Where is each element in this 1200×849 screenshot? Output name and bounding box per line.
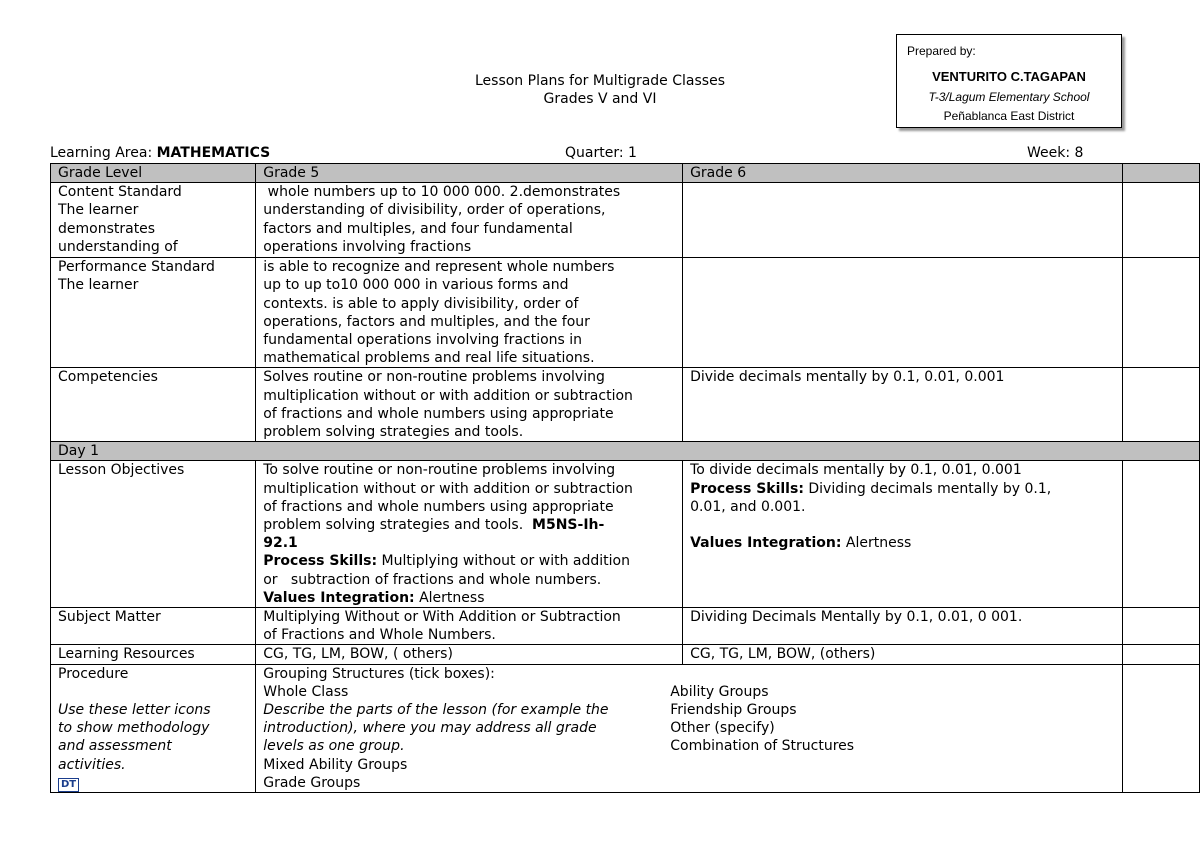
learning-resources-row: [51, 645, 1200, 664]
performance-standard-line: mathematical problems and real life situations.: [263, 350, 595, 367]
content-standard-line: operations involving fractions: [263, 238, 472, 255]
learning-resources-grade6: CG, TG, LM, BOW, (others): [683, 645, 1123, 664]
procedure-extra: [1122, 664, 1199, 792]
procedure-note-text: Use these letter icons: [58, 702, 211, 719]
performance-standard-line: up to up to10 000 000 in various forms and: [263, 277, 569, 294]
whole-class-description: [263, 737, 608, 755]
competency-code: M5NS-Ih-: [532, 517, 605, 534]
values-integration-text: Alertness: [414, 589, 485, 606]
process-skills-text: Dividing decimals mentally by 0.1,: [803, 480, 1052, 497]
values-integration-label: Values Integration:: [690, 535, 842, 552]
content-standard-extra: [1122, 183, 1199, 258]
learning-resources-grade5: CG, TG, LM, BOW, ( others): [256, 645, 683, 664]
content-standard-row: [51, 183, 1200, 258]
objective-line: of fractions and whole numbers using appropriate: [263, 498, 614, 515]
description-text: Describe the parts of the lesson (for example the: [263, 702, 609, 719]
content-standard-label-line: understanding of: [58, 238, 178, 255]
lesson-objectives-extra: [1122, 461, 1199, 608]
content-standard-label-line: The learner: [58, 202, 139, 219]
learning-resources-label: Learning Resources: [51, 645, 256, 664]
option-grade-groups[interactable]: Grade Groups: [263, 774, 361, 791]
subject-matter-grade5: [256, 608, 683, 645]
procedure-note-text: activities.: [58, 756, 126, 773]
process-skills-text: Multiplying without or with addition: [377, 553, 630, 570]
performance-standard-label-line: The learner: [58, 277, 139, 294]
values-integration-line: [690, 534, 1122, 552]
subject-matter-row: [51, 608, 1200, 645]
subject-matter-label: Subject Matter: [51, 608, 256, 645]
grouping-title: Grouping Structures (tick boxes):: [263, 665, 495, 682]
grouping-structures: [263, 665, 1122, 791]
competencies-row: [51, 368, 1200, 442]
competencies-line: Solves routine or non-routine problems involving: [263, 369, 605, 386]
learning-area-value: MATHEMATICS: [156, 145, 271, 161]
lesson-plan-table: [50, 163, 1200, 793]
quarter-label: Quarter: 1: [565, 145, 637, 161]
procedure-note-line: [58, 756, 255, 774]
values-integration-text: Alertness: [841, 535, 912, 552]
competencies-line: multiplication without or with addition or subtraction: [263, 387, 633, 404]
performance-standard-grade6: [683, 258, 1123, 368]
process-skills-label: Process Skills:: [263, 553, 378, 570]
content-standard-label-line: demonstrates: [58, 220, 156, 237]
description-text: introduction), where you may address all grade: [263, 720, 597, 737]
option-whole-class[interactable]: Whole Class: [263, 683, 349, 700]
day-row: [51, 442, 1200, 461]
header-grade-level: Grade Level: [51, 164, 256, 183]
objective-line: multiplication without or with addition or subtraction: [263, 480, 633, 497]
process-skills-label: Process Skills:: [690, 480, 804, 497]
objective-line: [263, 516, 682, 534]
lesson-objectives-row: [51, 461, 1200, 608]
process-skills-line: or subtraction of fractions and whole numbers.: [263, 571, 602, 588]
objective-line: To solve routine or non-routine problems involving: [263, 462, 616, 479]
procedure-grouping-cell: [256, 664, 1123, 792]
content-standard-line: whole numbers up to 10 000 000. 2.demonstrates: [263, 184, 621, 201]
process-skills-line: 0.01, and 0.001.: [690, 498, 806, 515]
procedure-note-text: and assessment: [58, 738, 172, 755]
header-grade-6: Grade 6: [683, 164, 1123, 183]
whole-class-description: [263, 719, 608, 737]
grouping-left-column: [263, 665, 608, 792]
performance-standard-line: is able to recognize and represent whole numbers: [263, 259, 615, 276]
objective-line: To divide decimals mentally by 0.1, 0.01, 0.001: [690, 462, 1022, 479]
option-friendship-groups[interactable]: Friendship Groups: [670, 701, 797, 718]
performance-standard-label: [51, 258, 256, 368]
performance-standard-line: contexts. is able to apply divisibility, order of: [263, 295, 579, 312]
week-label: Week: 8: [1027, 145, 1084, 161]
procedure-note-line: [58, 719, 255, 737]
learning-resources-extra: [1122, 645, 1199, 664]
competencies-line: problem solving strategies and tools.: [263, 424, 524, 441]
performance-standard-label-line: Performance Standard: [58, 259, 215, 276]
competencies-extra: [1122, 368, 1199, 442]
objective-line: [263, 534, 682, 552]
competencies-grade6: Divide decimals mentally by 0.1, 0.01, 0.001: [683, 368, 1123, 442]
blank-line: [690, 516, 1122, 534]
subject-matter-grade6: Dividing Decimals Mentally by 0.1, 0.01, 0 001.: [683, 608, 1123, 645]
subject-matter-extra: [1122, 608, 1199, 645]
grouping-right-column: [670, 683, 854, 756]
competency-code-suffix: 92.1: [263, 535, 298, 552]
competencies-grade5: [256, 368, 683, 442]
procedure-note-line: [58, 701, 255, 719]
dt-letter-icon: DT: [58, 778, 79, 792]
process-skills-line: [263, 552, 682, 570]
option-other-specify[interactable]: Other (specify): [670, 720, 775, 737]
values-integration-line: [263, 589, 682, 607]
content-standard-label: [51, 183, 256, 258]
preparer-school: T-3/Lagum Elementary School: [928, 90, 1090, 104]
option-mixed-ability-groups[interactable]: Mixed Ability Groups: [263, 756, 408, 773]
process-skills-line: [690, 480, 1122, 498]
preparer-district: Peñablanca East District: [943, 109, 1075, 123]
subject-matter-line: of Fractions and Whole Numbers.: [263, 627, 496, 644]
option-combination-of-structures[interactable]: Combination of Structures: [670, 738, 855, 755]
content-standard-grade5: [256, 183, 683, 258]
description-text: levels as one group.: [263, 738, 405, 755]
title-line-1: Lesson Plans for Multigrade Classes: [474, 73, 725, 89]
performance-standard-row: [51, 258, 1200, 368]
learning-area: [50, 145, 270, 161]
competencies-line: of fractions and whole numbers using appropriate: [263, 405, 614, 422]
title-line-2: Grades V and VI: [543, 91, 657, 107]
content-standard-line: understanding of divisibility, order of operations,: [263, 202, 606, 219]
procedure-label-cell: [51, 664, 256, 792]
preparer-name: VENTURITO C.TAGAPAN: [932, 69, 1086, 84]
header-extra: [1122, 164, 1199, 183]
performance-standard-extra: [1122, 258, 1199, 368]
lesson-objectives-grade6: [683, 461, 1123, 608]
procedure-label: Procedure: [58, 665, 129, 682]
lesson-objectives-label: Lesson Objectives: [51, 461, 256, 608]
content-standard-line: factors and multiples, and four fundamental: [263, 220, 573, 237]
performance-standard-line: fundamental operations involving fractions in: [263, 332, 583, 349]
whole-class-description: [263, 701, 608, 719]
day-label: Day 1: [51, 442, 1200, 461]
subject-matter-line: Multiplying Without or With Addition or Subtraction: [263, 609, 621, 626]
content-standard-label-line: Content Standard: [58, 184, 182, 201]
content-standard-grade6: [683, 183, 1123, 258]
competencies-label: Competencies: [51, 368, 256, 442]
learning-area-label: Learning Area:: [50, 145, 157, 161]
procedure-note-text: to show methodology: [58, 720, 210, 737]
option-ability-groups[interactable]: Ability Groups: [670, 683, 769, 700]
procedure-note-line: [58, 737, 255, 755]
header-grade-5: Grade 5: [256, 164, 683, 183]
lesson-objectives-grade5: [256, 461, 683, 608]
objective-line-text: problem solving strategies and tools.: [263, 517, 533, 534]
values-integration-label: Values Integration:: [263, 589, 415, 606]
header-row: [51, 164, 1200, 183]
procedure-row: [51, 664, 1200, 792]
prepared-by-box: [896, 34, 1122, 128]
prepared-by-label: Prepared by:: [907, 44, 976, 58]
blank-line: [58, 683, 255, 701]
performance-standard-line: operations, factors and multiples, and the four: [263, 313, 590, 330]
performance-standard-grade5: [256, 258, 683, 368]
